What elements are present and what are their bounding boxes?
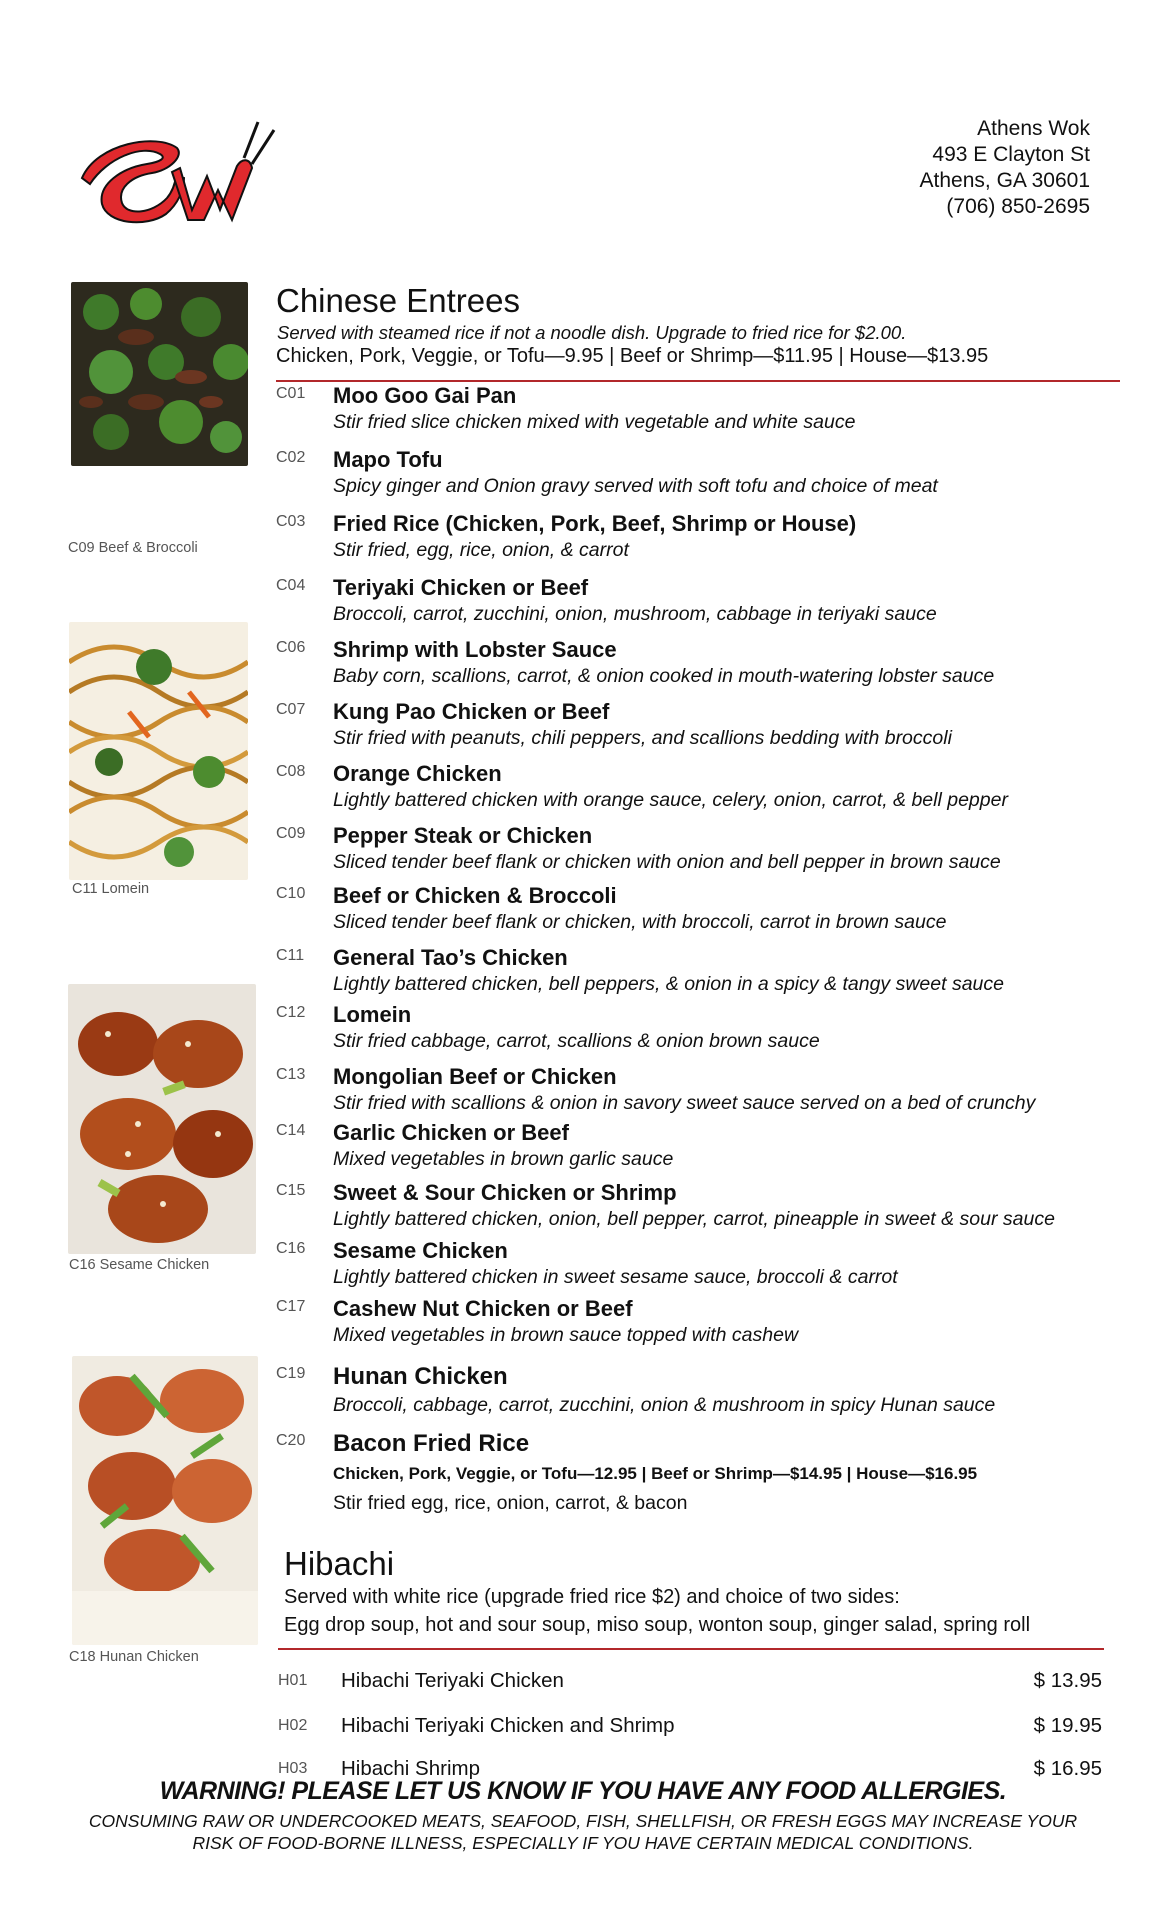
item-name: General Tao’s Chicken bbox=[333, 945, 568, 970]
item-code: C02 bbox=[276, 449, 306, 466]
item-description: Stir fried slice chicken mixed with vegetable and white sauce bbox=[333, 411, 856, 433]
item-code: C11 bbox=[276, 947, 305, 964]
city-state-zip: Athens, GA 30601 bbox=[919, 169, 1090, 192]
item-name: Mongolian Beef or Chicken bbox=[333, 1064, 617, 1089]
item-name: Shrimp with Lobster Sauce bbox=[333, 637, 617, 662]
item-price: $ 16.95 bbox=[1033, 1757, 1102, 1780]
item-description: Lightly battered chicken, onion, bell pepper, carrot, pineapple in sweet & sour sauce bbox=[333, 1208, 1055, 1230]
section-note: Served with white rice (upgrade fried rice $2) and choice of two sides: bbox=[284, 1586, 900, 1608]
item-description: Sliced tender beef flank or chicken with onion and bell pepper in brown sauce bbox=[333, 851, 1001, 873]
hibachi-item bbox=[278, 1714, 1102, 1740]
item-code: C15 bbox=[276, 1182, 306, 1199]
item-description: Lightly battered chicken, bell peppers, & onion in a spicy & tangy sweet sauce bbox=[333, 973, 1004, 995]
item-pricing: Chicken, Pork, Veggie, or Tofu—12.95 | Beef or Shrimp—$14.95 | House—$16.95 bbox=[333, 1464, 978, 1483]
item-description: Lightly battered chicken with orange sauce, celery, onion, carrot, & bell pepper bbox=[333, 789, 1008, 811]
item-code: H03 bbox=[278, 1760, 308, 1777]
item-code: C08 bbox=[276, 763, 306, 780]
item-description: Baby corn, scallions, carrot, & onion cooked in mouth-watering lobster sauce bbox=[333, 665, 995, 687]
restaurant-address bbox=[920, 116, 1090, 220]
item-code: H02 bbox=[278, 1717, 308, 1734]
section-title-chinese-entrees: Chinese Entrees bbox=[276, 282, 520, 319]
item-price: $ 13.95 bbox=[1033, 1669, 1102, 1692]
item-code: H01 bbox=[278, 1672, 308, 1689]
allergy-warning: WARNING! PLEASE LET US KNOW IF YOU HAVE ANY FOOD ALLERGIES. bbox=[159, 1777, 1007, 1805]
item-name: Hibachi Teriyaki Chicken bbox=[341, 1669, 564, 1692]
photo-beef-broccoli bbox=[71, 282, 248, 466]
item-code: C19 bbox=[276, 1365, 306, 1382]
item-name: Hibachi Shrimp bbox=[341, 1757, 480, 1780]
item-name: Hunan Chicken bbox=[333, 1363, 508, 1390]
photo-hunan-chicken bbox=[72, 1356, 258, 1645]
item-name: Beef or Chicken & Broccoli bbox=[333, 883, 617, 908]
item-name: Garlic Chicken or Beef bbox=[333, 1120, 569, 1145]
item-code: C01 bbox=[276, 385, 306, 402]
item-name: Mapo Tofu bbox=[333, 447, 443, 472]
item-code: C14 bbox=[276, 1122, 306, 1139]
restaurant-name: Athens Wok bbox=[977, 117, 1090, 140]
item-description: Mixed vegetables in brown sauce topped with cashew bbox=[333, 1324, 799, 1346]
item-description: Stir fried, egg, rice, onion, & carrot bbox=[333, 539, 629, 561]
health-disclaimer: RISK OF FOOD-BORNE ILLNESS, ESPECIALLY IF YOU HAVE CERTAIN MEDICAL CONDITIONS. bbox=[192, 1833, 974, 1853]
item-name: Orange Chicken bbox=[333, 761, 502, 786]
photo-caption: C16 Sesame Chicken bbox=[69, 1257, 210, 1273]
item-description: Sliced tender beef flank or chicken, with broccoli, carrot in brown sauce bbox=[333, 911, 947, 933]
item-code: C20 bbox=[276, 1432, 306, 1449]
item-description: Lightly battered chicken in sweet sesame sauce, broccoli & carrot bbox=[333, 1266, 898, 1288]
item-code: C13 bbox=[276, 1066, 306, 1083]
item-name: Fried Rice (Chicken, Pork, Beef, Shrimp or House) bbox=[333, 511, 857, 536]
item-description: Stir fried egg, rice, onion, carrot, & bacon bbox=[333, 1492, 688, 1514]
section-note: Egg drop soup, hot and sour soup, miso soup, wonton soup, ginger salad, spring roll bbox=[284, 1614, 1031, 1636]
item-code: C16 bbox=[276, 1240, 306, 1257]
photo-lomein bbox=[69, 622, 248, 880]
item-description: Stir fried with scallions & onion in savory sweet sauce served on a bed of crunchy bbox=[333, 1092, 1036, 1114]
restaurant-logo bbox=[72, 118, 277, 228]
item-code: C06 bbox=[276, 639, 306, 656]
item-name: Hibachi Teriyaki Chicken and Shrimp bbox=[341, 1714, 675, 1737]
item-code: C10 bbox=[276, 885, 306, 902]
item-name: Sweet & Sour Chicken or Shrimp bbox=[333, 1180, 677, 1205]
item-name: Pepper Steak or Chicken bbox=[333, 823, 593, 848]
item-price: $ 19.95 bbox=[1033, 1714, 1102, 1737]
item-code: C07 bbox=[276, 701, 306, 718]
photo-sesame-chicken bbox=[68, 984, 256, 1254]
item-name: Bacon Fried Rice bbox=[333, 1430, 530, 1457]
item-name: Lomein bbox=[333, 1002, 412, 1027]
photo-caption: C11 Lomein bbox=[72, 881, 150, 897]
item-name: Teriyaki Chicken or Beef bbox=[333, 575, 589, 600]
item-name: Moo Goo Gai Pan bbox=[333, 383, 517, 408]
section-pricing: Chicken, Pork, Veggie, or Tofu—9.95 | Beef or Shrimp—$11.95 | House—$13.95 bbox=[276, 345, 989, 367]
item-description: Broccoli, carrot, zucchini, onion, mushroom, cabbage in teriyaki sauce bbox=[333, 603, 937, 625]
item-code: C12 bbox=[276, 1004, 306, 1021]
photo-caption: C09 Beef & Broccoli bbox=[68, 540, 198, 556]
section-divider bbox=[276, 380, 1120, 382]
item-code: C04 bbox=[276, 577, 306, 594]
phone-number: (706) 850-2695 bbox=[946, 195, 1090, 218]
item-code: C09 bbox=[276, 825, 306, 842]
item-description: Stir fried cabbage, carrot, scallions & onion brown sauce bbox=[333, 1030, 820, 1052]
health-disclaimer: CONSUMING RAW OR UNDERCOOKED MEATS, SEAFOOD, FISH, SHELLFISH, OR FRESH EGGS MAY INCREASE YOUR bbox=[88, 1811, 1078, 1831]
street-address: 493 E Clayton St bbox=[932, 143, 1090, 166]
item-code: C03 bbox=[276, 513, 306, 530]
item-description: Stir fried with peanuts, chili peppers, and scallions bedding with broccoli bbox=[333, 727, 952, 749]
photo-caption: C18 Hunan Chicken bbox=[69, 1649, 199, 1665]
item-description: Spicy ginger and Onion gravy served with soft tofu and choice of meat bbox=[333, 475, 938, 497]
section-divider bbox=[278, 1648, 1104, 1650]
item-name: Sesame Chicken bbox=[333, 1238, 508, 1263]
hibachi-item bbox=[278, 1669, 1102, 1695]
item-code: C17 bbox=[276, 1298, 306, 1315]
section-title-hibachi: Hibachi bbox=[284, 1545, 395, 1582]
item-name: Kung Pao Chicken or Beef bbox=[333, 699, 610, 724]
item-description: Broccoli, cabbage, carrot, zucchini, onion & mushroom in spicy Hunan sauce bbox=[333, 1394, 996, 1416]
section-note: Served with steamed rice if not a noodle dish. Upgrade to fried rice for $2.00. bbox=[277, 322, 907, 343]
item-name: Cashew Nut Chicken or Beef bbox=[333, 1296, 633, 1321]
item-description: Mixed vegetables in brown garlic sauce bbox=[333, 1148, 674, 1170]
